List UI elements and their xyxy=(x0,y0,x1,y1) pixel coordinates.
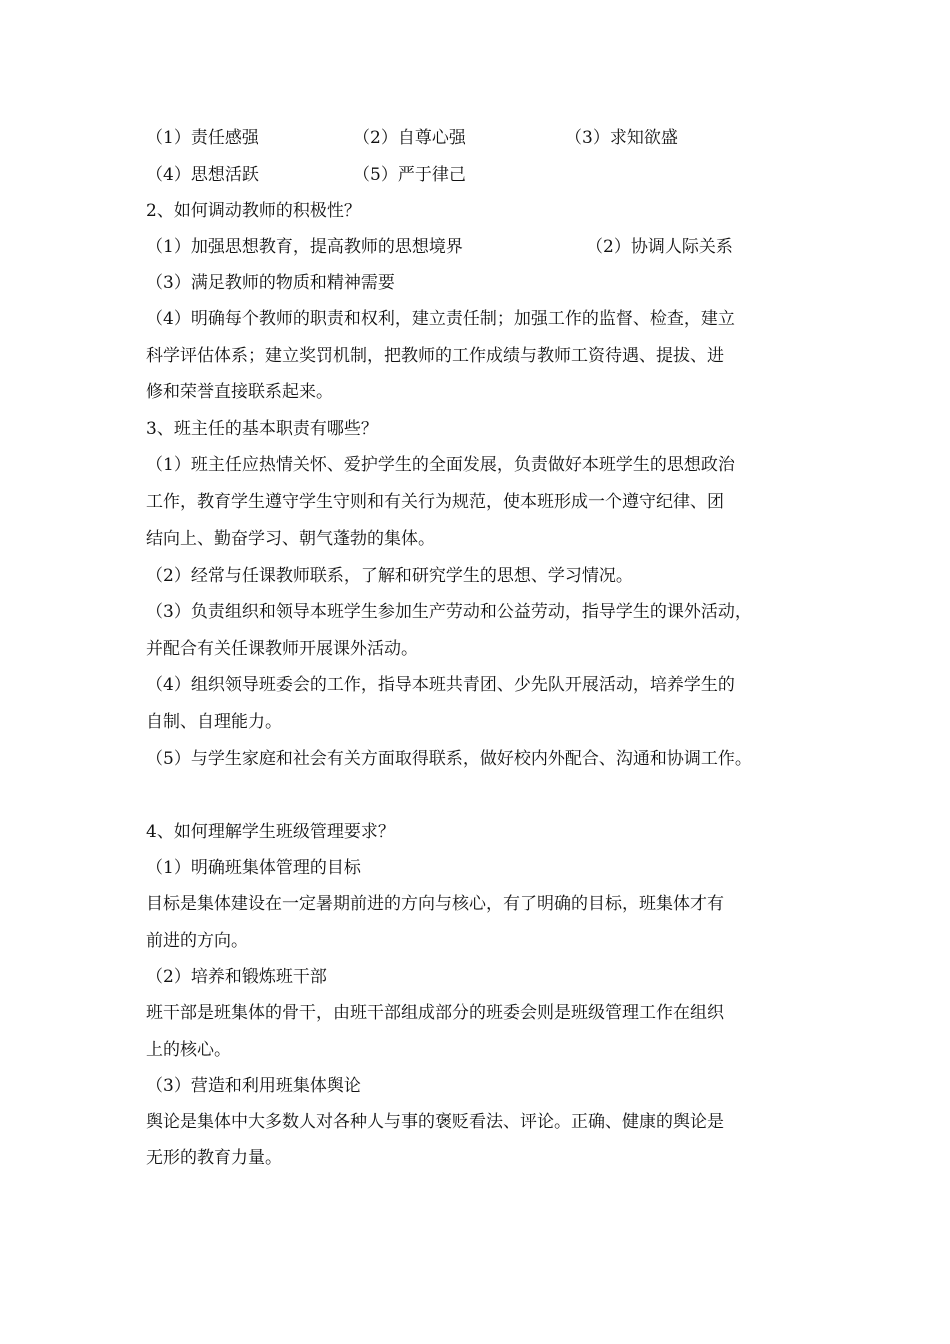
q4-point-3-body: 舆论是集体中大多数人对各种人与事的褒贬看法、评论。正确、健康的舆论是 xyxy=(146,1112,724,1132)
q4-point-3-title: （3）营造和利用班集体舆论 xyxy=(146,1076,361,1096)
q4-point-2-body: 上的核心。 xyxy=(146,1040,231,1060)
q3-answer-4-line: （4）组织领导班委会的工作，指导本班共青团、少先队开展活动，培养学生的 xyxy=(146,675,735,695)
q3-answer-1-line: （1）班主任应热情关怀、爱护学生的全面发展，负责做好本班学生的思想政治 xyxy=(146,455,735,475)
trait-item: （3）求知欲盛 xyxy=(565,128,678,148)
q4-point-1-title: （1）明确班集体管理的目标 xyxy=(146,858,361,878)
q3-answer-5: （5）与学生家庭和社会有关方面取得联系，做好校内外配合、沟通和协调工作。 xyxy=(146,749,752,769)
q2-answer-1: （1）加强思想教育，提高教师的思想境界 xyxy=(146,237,463,257)
q4-point-2-body: 班干部是班集体的骨干，由班干部组成部分的班委会则是班级管理工作在组织 xyxy=(146,1003,724,1023)
trait-item: （5）严于律己 xyxy=(353,165,466,185)
q3-answer-3-line: （3）负责组织和领导本班学生参加生产劳动和公益劳动，指导学生的课外活动， xyxy=(146,602,752,622)
q4-point-2-title: （2）培养和锻炼班干部 xyxy=(146,967,327,987)
trait-item: （4）思想活跃 xyxy=(146,165,259,185)
q2-answer-3: （3）满足教师的物质和精神需要 xyxy=(146,273,395,293)
q2-answer-2: （2）协调人际关系 xyxy=(586,237,733,257)
q4-point-1-body: 目标是集体建设在一定暑期前进的方向与核心，有了明确的目标，班集体才有 xyxy=(146,894,724,914)
trait-item: （1）责任感强 xyxy=(146,128,259,148)
q3-answer-2: （2）经常与任课教师联系，了解和研究学生的思想、学习情况。 xyxy=(146,566,633,586)
q3-answer-1-line: 结向上、勤奋学习、朝气蓬勃的集体。 xyxy=(146,529,435,549)
trait-item: （2）自尊心强 xyxy=(353,128,466,148)
q3-answer-3-line: 并配合有关任课教师开展课外活动。 xyxy=(146,639,418,659)
q2-answer-4-line: 修和荣誉直接联系起来。 xyxy=(146,382,333,402)
question-3: 3、班主任的基本职责有哪些？ xyxy=(146,419,378,439)
q3-answer-4-line: 自制、自理能力。 xyxy=(146,712,282,732)
q2-answer-4-line: （4）明确每个教师的职责和权利，建立责任制；加强工作的监督、检查，建立 xyxy=(146,309,735,329)
q2-answer-4-line: 科学评估体系；建立奖罚机制，把教师的工作成绩与教师工资待遇、提拔、进 xyxy=(146,346,724,366)
q4-point-1-body: 前进的方向。 xyxy=(146,931,248,951)
q3-answer-1-line: 工作，教育学生遵守学生守则和有关行为规范，使本班形成一个遵守纪律、团 xyxy=(146,492,724,512)
question-2: 2、如何调动教师的积极性？ xyxy=(146,201,361,221)
q4-point-3-body: 无形的教育力量。 xyxy=(146,1148,282,1168)
question-4: 4、如何理解学生班级管理要求？ xyxy=(146,822,395,842)
